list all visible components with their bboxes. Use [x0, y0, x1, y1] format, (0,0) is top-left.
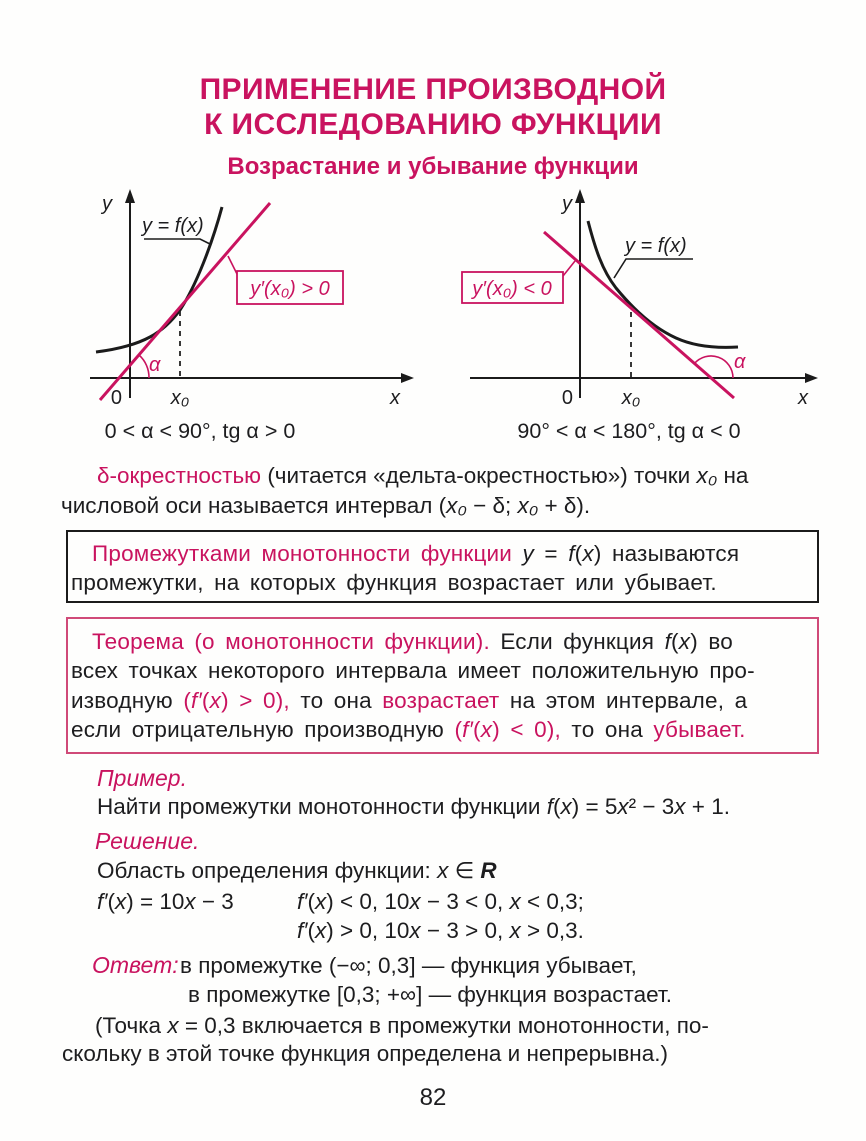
solution-header: Решение.: [95, 828, 200, 854]
x-axis-arrow-icon: [401, 373, 414, 383]
text-segment: (: [552, 794, 561, 819]
text-segment: возрастает: [382, 688, 500, 713]
derivative-line: [97, 888, 234, 915]
text-segment: x: [509, 889, 521, 914]
text-segment: x: [167, 1013, 179, 1038]
text-segment: на: [717, 463, 749, 488]
text-segment: x₀: [446, 493, 467, 518]
text-segment: x₀: [517, 493, 539, 518]
inequality-line-2: [297, 917, 584, 944]
text-segment: изводную: [71, 688, 184, 713]
text-segment: x: [114, 889, 127, 914]
page-title-line-2: К ИССЛЕДОВАНИЮ ФУНКЦИИ: [204, 108, 662, 141]
x-axis-arrow-icon: [805, 373, 818, 383]
text-segment: x: [184, 889, 196, 914]
y-axis-arrow-icon: [575, 189, 585, 203]
text-segment: R: [480, 858, 497, 883]
curve-label: y = f(x): [142, 215, 204, 237]
text-segment: (: [107, 889, 115, 914]
page-title-line-1: ПРИМЕНЕНИЕ ПРОИЗВОДНОЙ: [199, 73, 667, 106]
text-segment: (: [454, 717, 463, 742]
text-segment: в промежутке (−∞; 0,3] — функция убывает,: [180, 953, 637, 978]
origin-label: 0: [561, 387, 573, 409]
figure-increasing-function: [56, 186, 428, 452]
text-segment: (: [183, 688, 192, 713]
theorem-line-1: [92, 628, 733, 655]
text-segment: ² − 3: [628, 794, 675, 819]
note-line-2: [62, 1040, 668, 1067]
text-segment: =: [533, 541, 569, 566]
text-segment: y: [522, 541, 534, 566]
alpha-label: α: [149, 354, 161, 376]
text-segment: Теорема (о монотонности функции).: [92, 629, 490, 654]
x-axis-label: x: [390, 387, 400, 409]
text-segment: Найти промежутки монотонности функции: [97, 794, 547, 819]
text-segment: на этом интервале, а: [499, 688, 748, 713]
text-segment: ) = 10: [126, 889, 185, 914]
text-segment: ∈: [448, 858, 481, 883]
tangent-label: y′(x₀) < 0: [472, 278, 552, 300]
figure-caption: 0 < α < 90°, tg α > 0: [104, 419, 296, 443]
delta-paragraph-line-1: [97, 462, 748, 489]
text-segment: скольку в этой точке функция определена и непрерывна.): [62, 1041, 668, 1066]
text-segment: − δ;: [466, 493, 518, 518]
origin-label: 0: [110, 387, 122, 409]
text-segment: числовой оси называется интервал (: [61, 493, 447, 518]
text-segment: ) = 5: [571, 794, 618, 819]
text-segment: (: [574, 541, 583, 566]
text-segment: (Точка: [95, 1013, 168, 1038]
text-segment: x: [314, 918, 327, 943]
tangent-box-leader: [228, 256, 237, 274]
text-segment: Область определения функции:: [97, 858, 438, 883]
text-segment: x: [617, 794, 629, 819]
text-segment: ) > 0, 10: [326, 918, 410, 943]
text-segment: f′: [97, 889, 108, 914]
text-segment: (читается «дельта-окрестностью») точки: [261, 463, 697, 488]
text-segment: = 0,3 включается в промежутки монотонности, по-: [178, 1013, 709, 1038]
text-segment: + δ).: [538, 493, 591, 518]
theorem-line-4: [71, 716, 746, 743]
text-segment: (: [671, 629, 679, 654]
definition-line-2: [71, 569, 717, 596]
text-segment: < 0,3;: [520, 889, 584, 914]
delta-paragraph-line-2: [61, 492, 590, 519]
text-segment: f: [546, 794, 553, 819]
inequality-line-1: [297, 888, 584, 915]
text-segment: (: [201, 688, 210, 713]
alpha-angle-arc: [139, 355, 149, 378]
text-segment: ) > 0),: [221, 688, 290, 713]
section-subtitle: Возрастание и убывание функции: [227, 153, 639, 180]
text-segment: f: [664, 629, 672, 654]
theorem-line-3: [71, 687, 747, 714]
text-segment: в промежутке [0,3; +∞] — функция возрастает.: [188, 982, 672, 1007]
x0-label: x₀: [170, 387, 190, 409]
x-axis-label: x: [798, 387, 808, 409]
curve-label: y = f(x): [625, 235, 687, 257]
text-segment: ) < 0),: [492, 717, 561, 742]
y-axis-label: y: [562, 193, 572, 215]
answer-line-1: [180, 952, 637, 979]
note-line-1: [95, 1012, 709, 1039]
text-segment: > 0,3.: [520, 918, 584, 943]
text-segment: − 3 > 0,: [420, 918, 510, 943]
example-header: Пример.: [97, 765, 187, 791]
text-segment: − 3: [195, 889, 234, 914]
text-segment: ) называются: [593, 541, 740, 566]
text-segment: то она: [289, 688, 383, 713]
domain-line: [97, 857, 497, 884]
text-segment: x: [409, 889, 421, 914]
text-segment: (: [473, 717, 481, 742]
text-segment: x: [409, 918, 421, 943]
text-segment: убывает.: [653, 717, 746, 742]
tangent-label: y′(x₀) > 0: [250, 278, 330, 300]
text-segment: f: [568, 541, 575, 566]
page-number: 82: [419, 1084, 447, 1111]
text-segment: f′: [191, 688, 202, 713]
text-segment: x: [674, 794, 686, 819]
text-segment: x: [209, 688, 222, 713]
text-segment: x: [560, 794, 572, 819]
y-axis-label: y: [102, 193, 112, 215]
text-segment: x: [480, 717, 493, 742]
text-segment: x: [678, 629, 691, 654]
curve-label-leader: [614, 259, 693, 278]
y-axis-arrow-icon: [125, 189, 135, 203]
figure-decreasing-function: [440, 186, 842, 452]
text-segment: Если функция: [489, 629, 665, 654]
text-segment: δ-окрестностью: [97, 463, 262, 488]
text-segment: всех точках некоторого интервала имеет положительную про-: [71, 658, 755, 683]
text-segment: f′: [297, 889, 308, 914]
text-segment: x: [509, 918, 521, 943]
text-segment: если отрицательную производную: [71, 717, 455, 742]
text-segment: ) < 0, 10: [326, 889, 410, 914]
text-segment: (: [307, 889, 315, 914]
text-segment: x: [314, 889, 327, 914]
text-segment: ) во: [690, 629, 733, 654]
text-segment: то она: [560, 717, 654, 742]
x0-label: x₀: [621, 387, 641, 409]
text-segment: − 3 < 0,: [420, 889, 510, 914]
text-segment: x: [582, 541, 594, 566]
text-segment: x₀: [696, 463, 718, 488]
text-segment: x: [437, 858, 449, 883]
text-segment: Промежутками монотонности функции: [92, 541, 523, 566]
text-segment: + 1.: [685, 794, 730, 819]
answer-label: Ответ:: [92, 952, 179, 978]
example-task: [97, 793, 730, 820]
text-segment: f′: [297, 918, 308, 943]
text-segment: (: [307, 918, 315, 943]
text-segment: промежутки, на которых функция возрастает или убывает.: [71, 570, 717, 595]
figure-caption: 90° < α < 180°, tg α < 0: [517, 419, 741, 443]
theorem-line-2: [71, 657, 755, 684]
answer-line-2: [188, 981, 672, 1008]
alpha-label: α: [734, 351, 746, 373]
definition-line-1: [92, 540, 739, 567]
text-segment: f′: [462, 717, 474, 742]
tangent-box-leader: [563, 261, 575, 276]
curve-label-leader: [144, 239, 210, 244]
